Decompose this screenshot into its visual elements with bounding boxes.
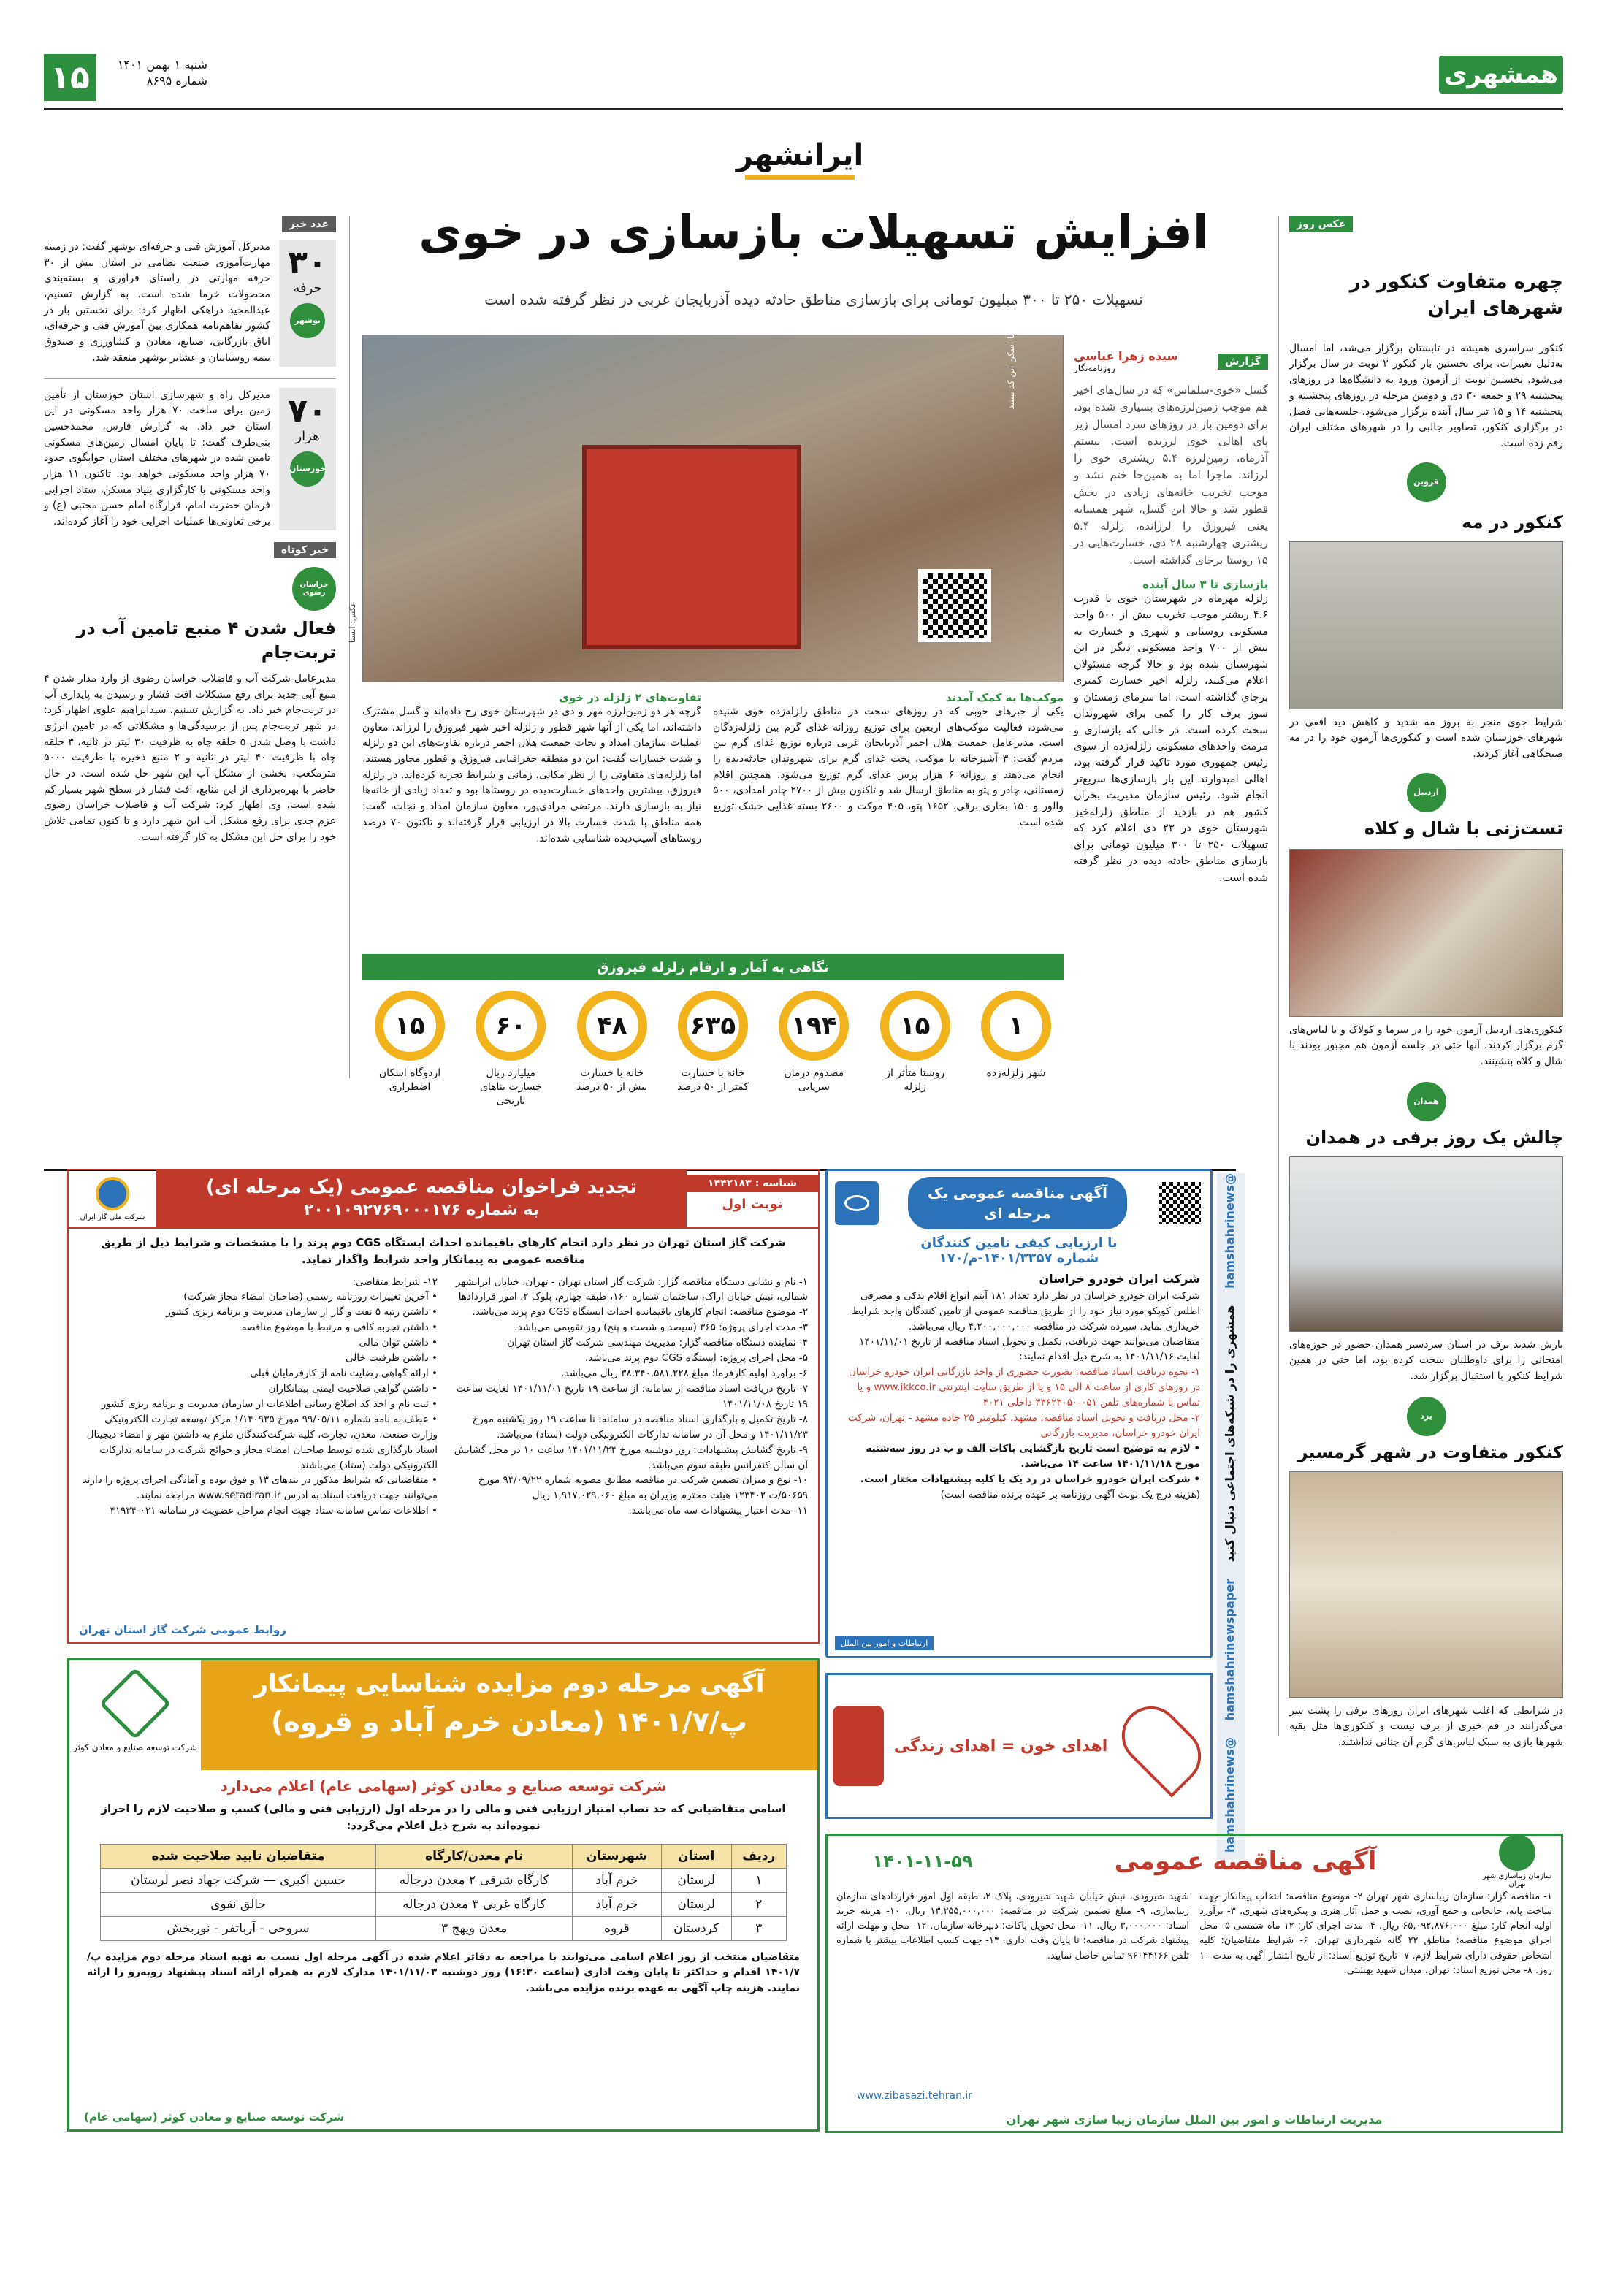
- main-subtitle: تسهیلات ۲۵۰ تا ۳۰۰ میلیون تومانی برای بازسازی مناطق حادثه دیده آذربایجان غربی در نظر گرفته شده است: [484, 291, 1143, 308]
- badge-khorasan: خراسان رضوی: [292, 567, 336, 611]
- report-tag: گزارش: [1218, 354, 1268, 370]
- header-date: شنبه ۱ بهمن ۱۴۰۱: [117, 58, 207, 72]
- mine-table-cell: لرستان: [661, 1868, 731, 1892]
- gas-footer: روابط عمومی شرکت گاز استان تهران: [79, 1623, 287, 1636]
- stat-value: ۶۰: [476, 991, 546, 1061]
- fog-heading: کنکور در مه: [1462, 511, 1563, 533]
- col2-text: گرچه هر دو زمین‌لرزه مهر و دی در شهرستان خوی رخ داده‌اند و گسل مشترک داشته‌اند، اما یکی از آنها شهر قطور و زلزله اخیر شهر فیروزق را لرزاند. معاون عملیات سازمان امداد و نجات جمعیت هلال احمر درباره تفاوت‌های این دو زلزله و شدت خسارات گفت: این دو منطقه جغرافیایی فیروزق و قطور مجاور هستند، اما زلزله‌های متفاوتی را از نظر مکانی، زمانی و شرایط تجربه کرده‌اند. در زلزله فیروزق، بیشترین واحدهای خسارت‌دیده در روستاها بود و تعداد زیادی از خانه‌ها نیاز به بازسازی دارند. مرتضی مرادی‌پور، معاون سازمان امداد و نجات، گفت: همه مناطق با شدت خسارت بالا در ارزیابی قرار گرفته‌اند و تاکنون ۷۰ درصد روستاهای آسیب‌دیده شناسایی شده‌اند.: [362, 706, 701, 844]
- stat-label: اردوگاه اسکان اضطراری: [378, 1067, 441, 1093]
- stat-item: [665, 991, 760, 1137]
- scarf-caption: کنکوری‌های اردبیل آزمون خود را در سرما و کولاک و با لباس‌های گرم برگزار کردند. آنها حتی در جلسه آزمون هم مجبور بودند با شال و کلاه بنشینند.: [1289, 1023, 1563, 1068]
- stat-value: ۱: [981, 991, 1051, 1061]
- gas-item: ۱۰- نوع و میزان تضمین شرکت در مناقصه مطابق مصوبه شماره ۹۴/۰۹/۲۲ مورخ ۵۰۶۵۹/ت ۱۲۳۴۰۲ هیئت محترم وزیران به مبلغ ۱,۹۱۷,۰۲۹,۰۶۰ ریال: [478, 1474, 808, 1502]
- badge-bushehr: بوشهر: [290, 303, 325, 338]
- gas-item: ۵- محل اجرای پروژه: ایستگاه CGS دوم پرند می‌باشد.: [584, 1352, 808, 1365]
- number-70: ۷۰: [288, 392, 327, 430]
- col1-heading: موکب‌ها به کمک آمدند: [945, 691, 1064, 704]
- mine-table-row: [101, 1916, 787, 1940]
- gas-turn: نوبت اول: [722, 1197, 783, 1212]
- khodro-footer: ارتباطات و امور بین الملل: [835, 1636, 934, 1650]
- warm-caption: در شرایطی که اغلب شهرهای ایران روزهای برفی را پشت سر می‌گذرانند در قم خبری از برف نیست و کنکوری‌ها مثل بقیه شهرها بازی به سبک لباس‌های گرم آن چنانی نداشتند.: [1289, 1704, 1563, 1749]
- stat-label: خانه با خسارت کمتر از ۵۰ درصد: [677, 1067, 749, 1093]
- mine-sign: شرکت توسعه صنایع و معادن کوثر (سهامی عام): [84, 2110, 345, 2124]
- khodro-p4: • لازم به توضیح است تاریخ بازگشایی پاکات الف و ب در روز سه‌شنبه مورخ ۱۴۰۱/۱۱/۱۸ ساعت ۱۴ می‌باشد.: [866, 1443, 1200, 1470]
- khodro-p3: ۲- محل دریافت و تحویل اسناد مناقصه: مشهد، کیلومتر ۲۵ جاده مشهد - تهران، شرکت ایران خودرو خراسان، مدیریت بازرگانی: [847, 1412, 1200, 1440]
- page-header: [44, 53, 1563, 102]
- report-intro: گسل «خوی-سلماس» که در سال‌های اخیر هم موجب زمین‌لرزه‌های بسیاری شده بود، برای دومین بار در روزهای سرد امسال زیر پای اهالی خوی لرزیده است. بیستم آذرماه، زمین‌لرزه ۵.۴ ریشتری خوی را لرزاند. ماجرا اما به همین‌جا ختم نشد و موجب تخریب خانه‌های زیادی در بخش قطور شد و حالا این گسل، شهر همسایه یعنی فیروزق را لرزانده، زلزله ۵.۴ ریشتری چهارشنبه ۲۸ دی، خسارت‌هایی در ۱۵ روستا برجای گذاشته است.: [1074, 384, 1268, 567]
- stat-item: [868, 991, 963, 1137]
- mine-table-cell: سروحی - آرباتفر - نوربخش: [101, 1916, 376, 1940]
- photo-credit: عکس: ایسنا: [348, 601, 357, 643]
- author-role: روزنامه‌نگار: [1074, 363, 1115, 373]
- gas-title: تجدید فراخوان مناقصه عمومی (یک مرحله ای): [206, 1176, 637, 1198]
- social-strip: [1217, 1173, 1245, 1860]
- mine-title-2: پ/۱۴۰۱/۷ (معادن خرم آباد و قروه): [270, 1706, 748, 1738]
- khodro-num: شماره ۱۴۰۱/۳۳۵۷-م/۱۷۰: [939, 1251, 1099, 1266]
- gas-tender-ad: [67, 1169, 820, 1644]
- col1-text: یکی از خبرهای خوبی که در روزهای سخت در مناطق زلزله‌زده خوی شنیده می‌شود، فعالیت موکب‌های اربعین برای توزیع روزانه غذای گرم بین زلزله‌زدگان است. مدیرعامل جمعیت هلال احمر آذربایجان غربی درباره توزیع غذای گرم بین مردم گفت: ۳ آشپزخانه با موکب، پخت غذای گرم برای شهروندان حادثه‌دیده را انجام می‌دهند و روزانه ۶ هزار پرس غذای گرم توزیع می‌شود. همچنین اقلام زمستانی، چادر و پتو به مناطق ارسال شد و تاکنون بیش از ۲۷۰۰ چادر امدادی، ۵۰۰ والور و ۱۵۰ بخاری برقی، ۱۶۵۲ پتو، ۴۰۵ موکت و ۲۶۰۰ بسته غذایی خشک توزیع شده است.: [713, 706, 1064, 828]
- stat-label: شهر زلزله‌زده: [986, 1067, 1046, 1079]
- social-handle-3[interactable]: @hamshahrinews: [1223, 1737, 1237, 1853]
- report-column: [1074, 349, 1268, 886]
- mine-table-cell: ۲: [731, 1892, 786, 1916]
- column-divider-right: [1278, 216, 1279, 1736]
- gas-brand: شرکت ملی گاز ایران: [80, 1213, 145, 1221]
- mine-table-header: شهرستان: [573, 1844, 661, 1868]
- tehran-org: سازمان زیباسازی شهر تهران: [1482, 1872, 1552, 1888]
- mine-table-row: [101, 1868, 787, 1892]
- mine-table-cell: خالق نقوی: [101, 1892, 376, 1916]
- khodro-sub: با ارزیابی کیفی تامین کنندگان: [920, 1235, 1118, 1251]
- number-30: ۳۰: [288, 244, 327, 281]
- section-underline: [745, 175, 855, 180]
- mine-auction-ad: [67, 1658, 820, 2132]
- mine-table-cell: کارگاه شرقی ۲ معدن درجاله: [376, 1868, 573, 1892]
- khodro-logo-icon: [835, 1181, 879, 1225]
- konkur-intro: کنکور سراسری همیشه در تابستان برگزار می‌شد، اما امسال به‌دلیل تغییرات، برای نخستین بار کنکور ۲ نوبت در سال برگزار می‌شود. نخستین نوبت از آزمون ورود به دانشگاه‌ها در روزهای پنجشنبه ۲۹ و جمعه ۳۰ دی و دومین مرحله در روزهای پنجشنبه و پنجشنبه ۱۴ و ۱۵ تیر سال آینده برگزار می‌شود. جلسه‌هایی فصل در برگزاری کنکور، تصاویر جالبی را در شهرهای مختلف ایران رقم زده است.: [1289, 342, 1563, 449]
- water-heading: فعال شدن ۴ منبع تامین آب در تربت‌جام: [76, 617, 336, 663]
- gas-logo-icon: [96, 1177, 129, 1210]
- mine-table-cell: قروه: [573, 1916, 661, 1940]
- water-text: مدیرعامل شرکت آب و فاضلاب خراسان رضوی از وارد مدار شدن ۴ منبع آبی جدید برای رفع مشکلات افت فشار و رسیدن به پایداری آب در تربت‌جام خبر داد. به گزارش تسنیم، سیدابراهیم علوی اظهار کرد: در شهر تربت‌جام پس از برسیدگی‌ها و مشکلاتی که در تامین انرژی داشت با وصل شدن ۵ حلقه چاه به ظرفیت ۳۰ لیتر در ثانیه، ۳ حلقه چاه با ظرفیت ۴۰ لیتر در ثانیه و ۲ منبع ذخیره با ظرفیت ۵۰۰۰ مترمکعب، بخشی از مشکل آب این شهر حل شده است. در حال حاضر با بهره‌برداری از این منابع، افت فشار در سطح شهر بسیار کم شده است. وی اظهار کرد: شرکت آب و فاضلاب خراسان رضوی عزم جدی برای رفع مشکل آب این شهر دارد و تا کنون تمامی تلاش خود را برای حل این مشکل به کار گرفته است.: [44, 672, 336, 843]
- snow-heading: چالش یک روز برفی در همدان: [1305, 1126, 1563, 1148]
- bushehr-text: مدیرکل آموزش فنی و حرفه‌ای بوشهر گفت: در زمینه مهارت‌آموزی صنعت نظامی در استان بیش از ۳۰ حرفه مهارتی در راستای فراوری و بسته‌بندی محصولات خرما شده است. به گزارش تسنیم، عبدالمجید دراهکی اظهار کرد: برای نخستین بار در کشور تفاهم‌نامه همکاری بین آموزش فنی و حرفه‌ای، اتاق بازرگانی، صنایع، معادن و کشاورزی و صندوق بیمه روستاییان و عشایر بوشهر منعقد شد.: [44, 241, 270, 364]
- hall-photo: [1289, 1471, 1563, 1698]
- gas-items-right: [449, 1275, 808, 1519]
- khodro-p5: • شرکت ایران خودرو خراسان در رد یک یا کلیه پیشنهادات مختار است.: [860, 1473, 1200, 1485]
- badge-qazvin: قزوین: [1407, 462, 1446, 502]
- tehran-logo-icon: [1499, 1834, 1535, 1871]
- tehran-left-text: شهید شیرودی، نبش خیابان شهید شیرودی، پلاک ۲، طبقه اول امور قراردادهای سازمان زیباسازی. ۹- مبلغ تضمین شرکت در مناقصه: ۱۳,۲۵۵,۰۰۰,۰۰۰ ریال. ۱۰- هزینه خرید اسناد: ۳,۰۰۰,۰۰۰ ریال. ۱۱- محل تحویل پاکات: دبیرخانه سازمان. ۱۲- محل و مهلت ارائه پیشنهاد شرکت در مناقصه: تا پایان وقت اداری. ۱۳- جهت کسب اطلاعات بیشتر با شماره تلفن ۹۶۰۴۴۱۶۶ تماس حاصل نمایید.: [836, 1891, 1190, 1961]
- khodro-company: شرکت ایران خودرو خراسان: [1039, 1272, 1200, 1286]
- mine-intro: اسامی متقاضیانی که حد نصاب امتیاز ارزیابی فنی و مالی را در مرحله اول (ارزیابی فنی و مالی) کسب و صلاحیت لازم را احراز نموده‌اند به شرح ذیل اعلام می‌گردد:: [101, 1802, 786, 1833]
- stat-value: ۶۳۵: [678, 991, 748, 1061]
- gas-item: • اطلاعات تماس سامانه ستاد جهت انجام مراحل عضویت در سامانه ۰۲۱-۴۱۹۳۴: [110, 1505, 438, 1517]
- stat-value: ۱۹۴: [779, 991, 849, 1061]
- mine-table-header: استان: [661, 1844, 731, 1868]
- newspaper-logo: همشهری: [1439, 56, 1563, 94]
- stat-value: ۴۸: [577, 991, 647, 1061]
- warm-heading: کنکور متفاوت در شهر گرمسیر: [1297, 1441, 1563, 1462]
- gas-item: ۸- تاریخ تکمیل و بارگذاری اسناد مناقصه در سامانه: تا ساعت ۱۹ روز یکشنبه مورخ ۱۴۰۱/۱۱/۲۳ و محل آن در سامانه تدارکات الکترونیکی دولت (ستاد) می‌باشد.: [472, 1413, 808, 1441]
- gas-item: ۴- نماینده دستگاه مناقصه گزار: مدیریت مهندسی شرکت گاز استان تهران: [507, 1337, 808, 1349]
- tehran-right-text: ۱- مناقصه گزار: سازمان زیباسازی شهر تهران ۲- موضوع مناقصه: انتخاب پیمانکار جهت ساخت پایه، جابجایی و جمع آوری، نصب و حمل آثار هنری و پیکره‌های شهری. ۳- برآورد اولیه انجام کار: مبلغ ۶۵,۰۹۲,۸۷۶,۰۰۰ ریال. ۴- مدت اجرای کار: ۱۲ ماه شمسی ۵- محل اجرای موضوع مناقصه: مناطق ۲۲ گانه شهرداری تهران. ۶- شرایط متقاضیان: کلیه اشخاص حقوقی دارای شرایط لازم. ۷- تاریخ توزیع اسناد: از تاریخ انتشار آگهی به مدت ۱۰ روز. ۸- محل توزیع اسناد: تهران، میدان شهید بهشتی.: [1199, 1891, 1553, 1976]
- qr-code[interactable]: [918, 569, 991, 642]
- mine-footer-text: متقاضیان منتخب از روز اعلام اسامی می‌توانند با مراجعه به دفاتر اعلام شده در آگهی مرحله اول نسبت به تهیه اسناد مرحله دوم مزایده پ/۱۴۰۱/۷ اقدام و حداکثر تا پایان وقت اداری (ساعت ۱۶:۳۰) روز دوشنبه ۱۴۰۱/۱۱/۰۳ مدارک لازم به همراه ارائه اسناد پیشنهاد روبه‌رو را ارائه نمایند. هزینه چاپ آگهی به عهده برنده مزایده می‌باشد.: [87, 1950, 800, 1994]
- stat-value: ۱۵: [375, 991, 445, 1061]
- mine-table-cell: لرستان: [661, 1892, 731, 1916]
- khodro-p6: (هزینه درج یک نوبت آگهی روزنامه بر عهده برنده مناقصه است): [940, 1488, 1200, 1500]
- stat-label: مصدوم درمان سرپایی: [784, 1067, 844, 1093]
- blood-donation-ad: [825, 1673, 1213, 1819]
- gas-items-left: [79, 1275, 438, 1519]
- heart-icon: [1110, 1694, 1213, 1797]
- mine-table-cell: ۱: [731, 1868, 786, 1892]
- stat-value: ۱۵: [880, 991, 950, 1061]
- stat-item: [969, 991, 1064, 1137]
- stats-title: نگاهی به آمار و ارقام زلزله فیروزق: [597, 959, 829, 975]
- snow-caption: بارش شدید برف در استان سردسیر همدان حضور در حوزه‌های امتحانی را برای داوطلبان سخت کرده بود، اما حتی در همین شرایط کنکور با استقبال برگزار شد.: [1289, 1338, 1563, 1383]
- stats-banner: [362, 954, 1064, 980]
- social-follow: همشهری را در شبکه‌های اجتماعی دنبال کنید: [1223, 1305, 1237, 1563]
- gas-item: • داشتن ظرفیت خالی: [345, 1352, 438, 1365]
- header-rule: [44, 108, 1563, 110]
- stat-item: [565, 991, 660, 1137]
- mine-table-header: متقاضیان تایید صلاحیت شده: [101, 1844, 376, 1868]
- gas-intro: شرکت گاز استان تهران در نظر دارد انجام کارهای باقیمانده احداث ایستگاه CGS دوم پرند را با مشخصات و شرایط ذیل از طریق مناقصه عمومی به پیمانکار واجد شرایط واگذار نماید.: [101, 1236, 786, 1267]
- scarf-heading: تست‌زنی با شال و کلاه: [1364, 817, 1563, 839]
- fog-photo: [1289, 541, 1563, 709]
- mine-org: شرکت توسعه صنایع و معادن کوثر (سهامی عام) اعلام می‌دارد: [220, 1777, 667, 1795]
- khodro-title: آگهی مناقصه عمومی یک مرحله ای: [927, 1184, 1107, 1222]
- khodro-p1: متقاضیان می‌توانند جهت دریافت، تکمیل و تحویل اسناد مناقصه از تاریخ ۱۴۰۱/۱۱/۰۱ لغایت ۱۴۰۱/۱۱/۱۶ به شرح ذیل اقدام نمایند:: [859, 1335, 1200, 1363]
- badge-ardabil: اردبیل: [1407, 773, 1446, 812]
- stat-item: [362, 991, 457, 1137]
- gas-item: ۱۲- شرایط متقاضی:: [352, 1275, 438, 1288]
- khodro-p2: ۱- نحوه دریافت اسناد مناقصه: بصورت حضوری از واحد بازرگانی ایران خودرو خراسان در روزهای کاری از ساعت ۸ الی ۱۵ و یا از طریق سایت اینترنتی www.ikkco.ir و یا تماس با شماره‌های تلفن ۰۵۱-۳۳۶۲۳۰۵۰ داخلی ۴۰۲۱: [849, 1366, 1200, 1409]
- khodro-text: شرکت ایران خودرو خراسان در نظر دارد تعداد ۱۸۱ آیتم انواع اقلام یدکی و مصرفی اطلس کوپکو مورد نیاز خود را از طریق مناقصه عمومی از تامین کنندگان واجد شرایط خریداری نماید. سپرده شرکت در مناقصه ۴,۲۰۰,۰۰۰,۰۰۰ ریال می‌باشد.: [852, 1289, 1200, 1332]
- mine-table-cell: کردستان: [661, 1916, 731, 1940]
- column-divider-left: [349, 216, 350, 1078]
- badge-hamedan: همدان: [1407, 1082, 1446, 1121]
- left-news-column: [44, 216, 336, 1078]
- gas-id: شناسه : ۱۴۴۲۱۸۳: [687, 1175, 818, 1192]
- article-col-1: [713, 691, 1064, 831]
- gas-item: ۱- نام و نشانی دستگاه مناقصه گزار: شرکت گاز استان تهران - تهران، خیابان ایرانشهر شمالی، نبش خیابان اراک، ساختمان شماره ۱۶۰، طبقه چهارم، بلوک ۲، امور قراردادها: [455, 1275, 808, 1303]
- number-70-unit: هزار: [295, 428, 320, 444]
- col2-heading: تفاوت‌های ۲ زلزله در خوی: [559, 691, 701, 704]
- number-30-unit: حرفه: [293, 281, 322, 297]
- scarf-photo: [1289, 849, 1563, 1017]
- header-issue: شماره ۸۶۹۵: [146, 74, 207, 88]
- gas-item: ۷- تاریخ دریافت اسناد مناقصه از سامانه: از ساعت ۱۹ تاریخ ۱۴۰۱/۱۱/۰۱ لغایت ساعت ۱۹ تاریخ ۱۴۰۱/۱۱/۰۸: [456, 1382, 808, 1410]
- mine-table-row: [101, 1892, 787, 1916]
- number-news-tag: عدد خبر: [282, 216, 336, 232]
- fog-caption: شرایط جوی منجر به بروز مه شدید و کاهش دید افقی در شهرهای خوزستان شده است و کنکوری‌ها آزمون خود را در مه صبحگاهی آغاز کردند.: [1289, 716, 1563, 760]
- blood-bag-icon: [833, 1706, 884, 1786]
- article-col-2: [362, 691, 701, 847]
- stat-item: [463, 991, 558, 1137]
- main-headline: افزایش تسهیلات بازسازی در خوی: [419, 206, 1209, 260]
- mine-logo-icon: [99, 1668, 172, 1740]
- khuzestan-text: مدیرکل راه و شهرسازی استان خوزستان از تأمین زمین برای ساخت ۷۰ هزار واحد مسکونی در این استان خبر داد. به گزارش فارس، محمدحسین بنی‌طرف گفت: تا پایان امسال زمین‌های مسکونی تامین شده در شهرهای مختلف استان جوابگوی حدود ۷۰ هزار واحد مسکونی خواهد بود. تاکنون ۱۱ هزار واحد مسکونی با کارگزاری بنیاد مسکن، ستاد اجرایی فرمان حضرت امام، قرارگاه امام حسن مجتبی (ع) و برخی تعاونی‌ها عملیات اجرایی خود را آغاز کرده‌اند.: [44, 389, 271, 527]
- mine-table-cell: حسین اکبری — شرکت جهاد نصر لرستان: [101, 1868, 376, 1892]
- mine-table-cell: خرم آباد: [573, 1868, 661, 1892]
- stat-item: [766, 991, 861, 1137]
- gas-item: • داشتن رتبه ۵ نفت و گاز از سازمان مدیریت و برنامه ریزی کشور: [166, 1306, 438, 1319]
- stats-row: [362, 991, 1064, 1137]
- tehran-title: آگهی مناقصه عمومی: [1114, 1847, 1377, 1876]
- gas-item: ۶- برآورد اولیه کارفرما: مبلغ ۳۸,۳۴۰,۵۸۱,۲۲۸ ریال می‌باشد.: [561, 1368, 808, 1380]
- column-tag: عکس روز: [1289, 216, 1353, 232]
- sub-heading-1: بازسازی تا ۳ سال آینده: [1142, 577, 1268, 591]
- gas-item: • داشتن گواهی صلاحیت ایمنی پیمانکاران: [268, 1382, 438, 1395]
- mine-table-cell: معدن ویهج ۳: [376, 1916, 573, 1940]
- gas-item: • داشتن توان مالی: [359, 1337, 438, 1349]
- gas-item: ۳- مدت اجرای پروژه: ۳۶۵ (سیصد و شصت و پنج) روز تقویمی می‌باشد.: [514, 1321, 808, 1334]
- gas-item: • داشتن تجربه کافی و مرتبط با موضوع مناقصه: [241, 1321, 438, 1334]
- stat-label: میلیارد ریال خسارت بناهای تاریخی: [479, 1067, 542, 1107]
- tehran-site[interactable]: www.zibasazi.tehran.ir: [857, 2090, 973, 2102]
- mine-table-cell: خرم آباد: [573, 1892, 661, 1916]
- mine-table: [100, 1844, 787, 1941]
- tehran-footer: مدیریت ارتباطات و امور بین الملل سازمان زیبا سازی شهر تهران: [1006, 2113, 1383, 2127]
- mine-table-cell: کارگاه غربی ۳ معدن درجاله: [376, 1892, 573, 1916]
- section-title: ایرانشهر: [736, 139, 864, 172]
- page-number: ۱۵: [44, 54, 96, 101]
- mine-title-1: آگهی مرحله دوم مزایده شناسایی پیمانکار: [253, 1669, 765, 1698]
- short-news-tag: خبر کوتاه: [274, 542, 336, 558]
- stat-label: روستا متأثر از زلزله: [885, 1067, 945, 1093]
- gas-item: ۱۱- مدت اعتبار پیشنهادات سه ماه می‌باشد.: [628, 1505, 808, 1517]
- stat-label: خانه با خسارت بیش از ۵۰ درصد: [576, 1067, 648, 1093]
- author-name: سیده زهرا عباسی: [1074, 349, 1179, 363]
- social-handle-1[interactable]: @hamshahrinews: [1223, 1173, 1237, 1289]
- tehran-date: ۱۴۰۱-۱۱-۵۹: [872, 1851, 973, 1872]
- mine-table-header: ردیف: [731, 1844, 786, 1868]
- gas-item: • آخرین تغییرات روزنامه رسمی (صاحبان امضاء مجاز شرکت): [183, 1291, 438, 1303]
- tehran-tender-ad: [825, 1834, 1563, 2133]
- blood-text: اهدای خون = اهدای زندگی: [893, 1736, 1108, 1755]
- gas-item: ۹- تاریخ گشایش پیشنهادات: روز دوشنبه مورخ ۱۴۰۱/۱۱/۲۴ ساعت ۱۰ در محل گشایش آن سالن کنفرانس طبقه سوم می‌باشد.: [454, 1443, 808, 1471]
- gas-item: ۲- موضوع مناقصه: انجام کارهای باقیمانده احداث ایستگاه CGS دوم پرند می‌باشد.: [472, 1306, 808, 1319]
- mine-brand: شرکت توسعه صنایع و معادن کوثر: [73, 1742, 197, 1752]
- mine-table-cell: ۳: [731, 1916, 786, 1940]
- gas-item: • متقاضیانی که شرایط مذکور در بندهای ۱۳ و فوق بوده و آمادگی اجرای پروژه را دارند می‌توانند جهت دریافت اسناد به آدرس www.setadiran.ir مراجعه نمایند.: [82, 1474, 438, 1502]
- badge-khuzestan: خوزستان: [290, 451, 325, 487]
- photo-of-day-column: [1289, 216, 1563, 1749]
- sub-text-1: زلزله مهرماه در شهرستان خوی با قدرت ۴.۶ ریشتر موجب تخریب بیش از ۵۰۰ واحد مسکونی روستایی و شهری و خسارت به بیش از ۷۰۰ واحد مسکونی دیگر در این شهرستان شده بود و حالا گرچه مسئولان اعلام می‌کنند، زلزله اخیر خسارت کمتری برجای گذاشته است، اما سرمای زمستان و سوز برف کار را کمی برای شهروندان سخت کرده است. در حالی که بازسازی و مرمت واحدهای مسکونی زلزله‌زده از سوی رئیس جمهوری مورد تاکید قرار گرفته بود، اهالی امیدوارند این بار بازسازی‌ها سریع‌تر انجام شود. رئیس سازمان مدیریت بحران کشور هم در بازدید از مناطق زلزله‌خیز شهرستان خوی در ۲۳ دی اعلام کرد که تسهیلات ۲۵۰ تا ۳۰۰ میلیون تومانی برای بازسازی مناطق حادثه دیده در نظر گرفته شده است.: [1074, 592, 1269, 884]
- mine-table-header: نام معدن/کارگاه: [376, 1844, 573, 1868]
- qr-caption: فیلم گزارش را با اسکن این کد ببینید: [1006, 277, 1016, 410]
- khodro-tender-ad: [825, 1169, 1213, 1658]
- konkur-heading: چهره متفاوت کنکور در شهرهای ایران: [1349, 271, 1563, 320]
- gas-number: به شماره ۲۰۰۱۰۹۲۷۶۹۰۰۰۱۷۶: [303, 1201, 540, 1219]
- gas-item: • عطف به نامه شماره ۹۹/۰۵/۱۱ مورخ ۱/۱۴۰۹۳۵ مرکز توسعه تجارت الکترونیکی وزارت صنعت، معدن، تجارت، کلیه شرکت‌کنندگان ملزم به داشتن مهر و امضاء دیجیتال اسناد بارگذاری شده توسط صاحبان امضاء مجاز و حوائج شرکت در سامانه تدارکات الکترونیکی دولت (ستاد) می‌باشند.: [86, 1413, 438, 1471]
- snow-photo: [1289, 1156, 1563, 1332]
- red-gate: [582, 445, 801, 649]
- gas-item: • ثبت نام و اخذ کد اطلاع رسانی اطلاعات از سازمان مدیریت و برنامه ریزی کشور: [101, 1397, 438, 1410]
- social-handle-2[interactable]: hamshahrinewspaper: [1223, 1578, 1237, 1721]
- khodro-qr[interactable]: [1156, 1180, 1203, 1227]
- gas-item: • ارائه گواهی رضایت نامه از کارفرمایان قبلی: [250, 1368, 438, 1380]
- badge-yazd: یزد: [1407, 1397, 1446, 1436]
